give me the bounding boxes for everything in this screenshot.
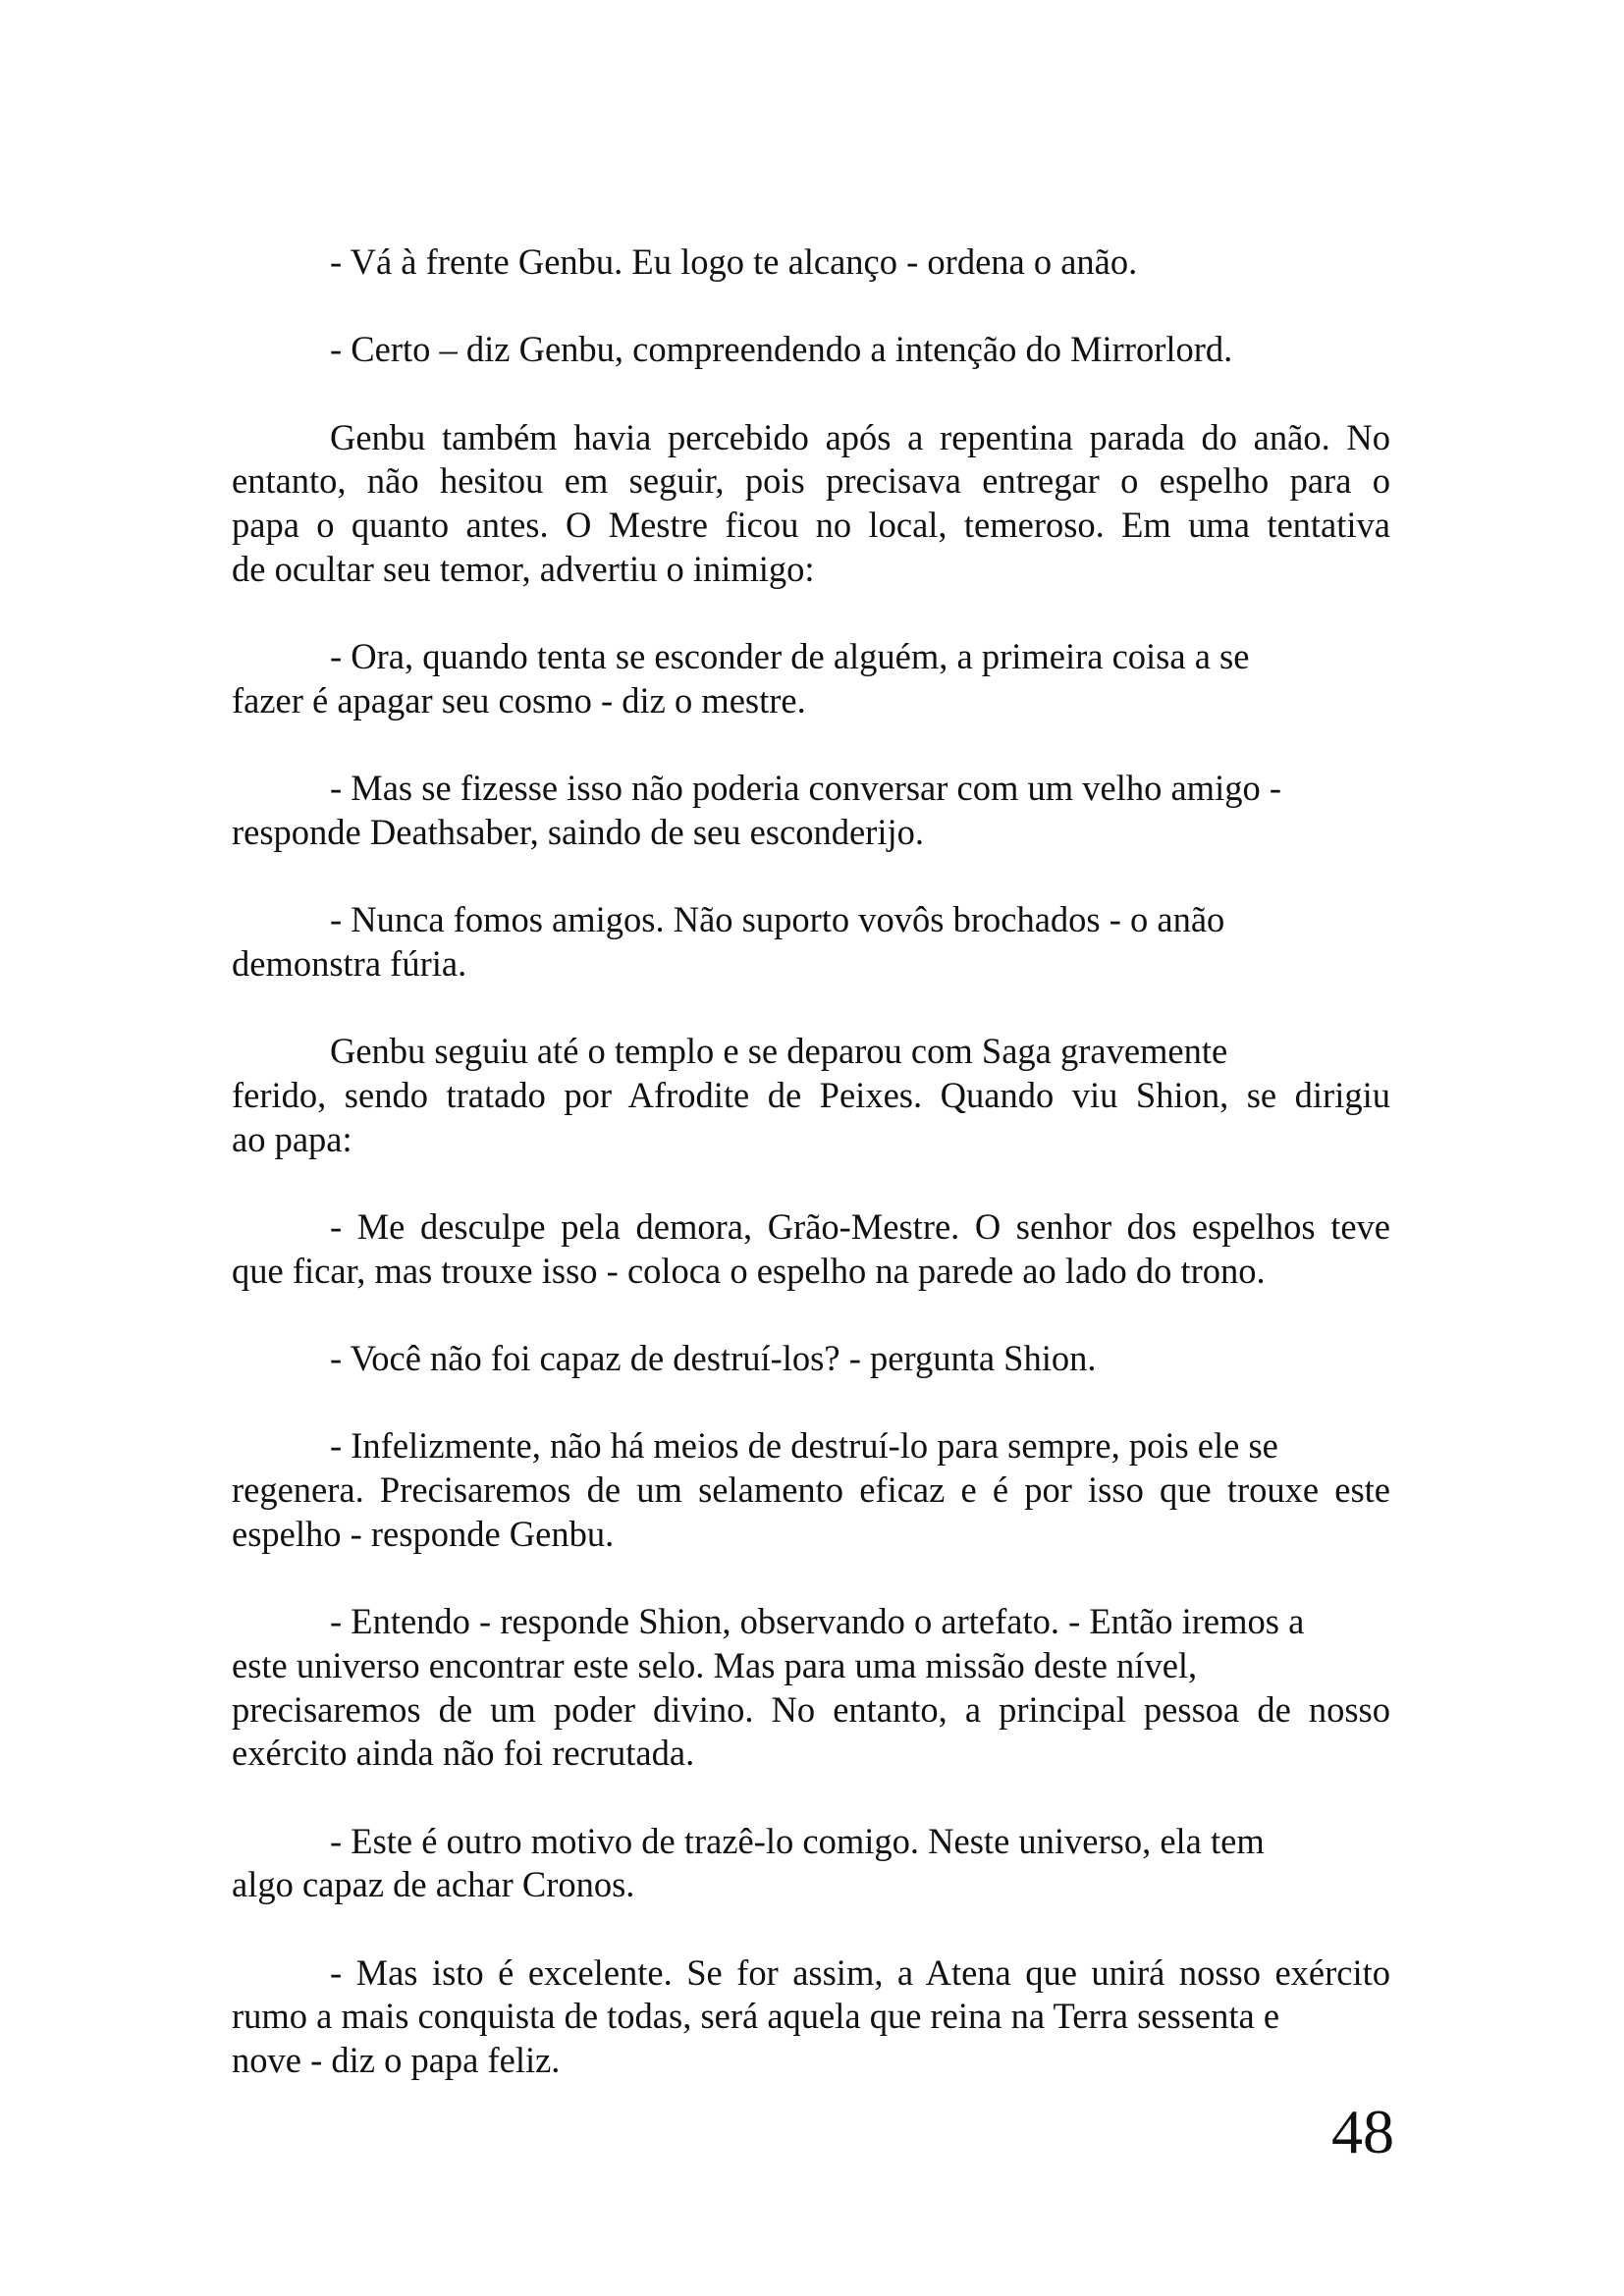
text-line: - Ora, quando tenta se esconder de alguém, a primeira coisa a se (330, 636, 1250, 677)
paragraph (232, 898, 1390, 986)
text-line: regenera. Precisaremos de um selamento eficaz e é por isso que trouxe este (232, 1469, 1390, 1511)
text-line: fazer é apagar seu cosmo - diz o mestre. (232, 679, 806, 721)
text-line: nove - diz o papa feliz. (232, 2040, 561, 2080)
text-line: ao papa: (232, 1118, 352, 1159)
text-line: - Entendo - responde Shion, observando o artefato. - Então iremos a (330, 1601, 1305, 1642)
paragraph (232, 1205, 1390, 1293)
paragraph (232, 416, 1390, 592)
text-line: de ocultar seu temor, advertiu o inimigo: (232, 548, 815, 589)
text-line: espelho - responde Genbu. (232, 1513, 615, 1554)
text-line: rumo a mais conquista de todas, será aquela que reina na Terra sessenta e (232, 1996, 1280, 2037)
text-line: responde Deathsaber, saindo de seu esconderijo. (232, 811, 924, 852)
text-line: este universo encontrar este selo. Mas para uma missão deste nível, (232, 1644, 1198, 1685)
text-line: - Vá à frente Genbu. Eu logo te alcanço - ordena o anão. (330, 241, 1138, 282)
text-line: Genbu seguiu até o templo e se deparou com Saga gravemente (330, 1031, 1228, 1072)
text-line: - Você não foi capaz de destruí-los? - pergunta Shion. (330, 1338, 1097, 1379)
paragraph (232, 1951, 1390, 2083)
paragraph (232, 1600, 1390, 1776)
text-line: algo capaz de achar Cronos. (232, 1864, 635, 1905)
paragraph (232, 1030, 1390, 1161)
text-line: demonstra fúria. (232, 942, 467, 984)
text-line: - Mas se fizesse isso não poderia conversar com um velho amigo - (330, 768, 1281, 809)
text-line: - Infelizmente, não há meios de destruí-lo para sempre, pois ele se (330, 1425, 1278, 1467)
page-number: 48 (1331, 2097, 1394, 2166)
paragraph (232, 328, 1390, 372)
body-text (232, 240, 1390, 2126)
text-line: - Certo – diz Genbu, compreendendo a intenção do Mirrorlord. (330, 329, 1233, 370)
text-line: exército ainda não foi recrutada. (232, 1733, 695, 1774)
text-line: - Este é outro motivo de trazê-lo comigo. Neste universo, ela tem (330, 1820, 1265, 1861)
text-line: - Nunca fomos amigos. Não suporto vovôs brochados - o anão (330, 899, 1225, 940)
text-line: que ficar, mas trouxe isso - coloca o espelho na parede ao lado do trono. (232, 1250, 1266, 1291)
text-line: - Me desculpe pela demora, Grão-Mestre. O senhor dos espelhos teve (330, 1206, 1390, 1248)
text-line: - Mas isto é excelente. Se for assim, a Atena que unirá nosso exército (330, 1951, 1390, 1993)
text-line: precisaremos de um poder divino. No entanto, a principal pessoa de nosso (232, 1688, 1390, 1730)
paragraph (232, 1424, 1390, 1556)
text-line: ferido, sendo tratado por Afrodite de Peixes. Quando viu Shion, se dirigiu (232, 1074, 1390, 1115)
paragraph (232, 635, 1390, 722)
paragraph (232, 1820, 1390, 1907)
paragraph (232, 240, 1390, 285)
text-line: Genbu também havia percebido após a repentina parada do anão. No (330, 416, 1390, 457)
text-line: entanto, não hesitou em seguir, pois precisava entregar o espelho para o (232, 460, 1390, 502)
text-line: papa o quanto antes. O Mestre ficou no local, temeroso. Em uma tentativa (232, 505, 1390, 546)
paragraph (232, 1337, 1390, 1381)
paragraph (232, 767, 1390, 854)
